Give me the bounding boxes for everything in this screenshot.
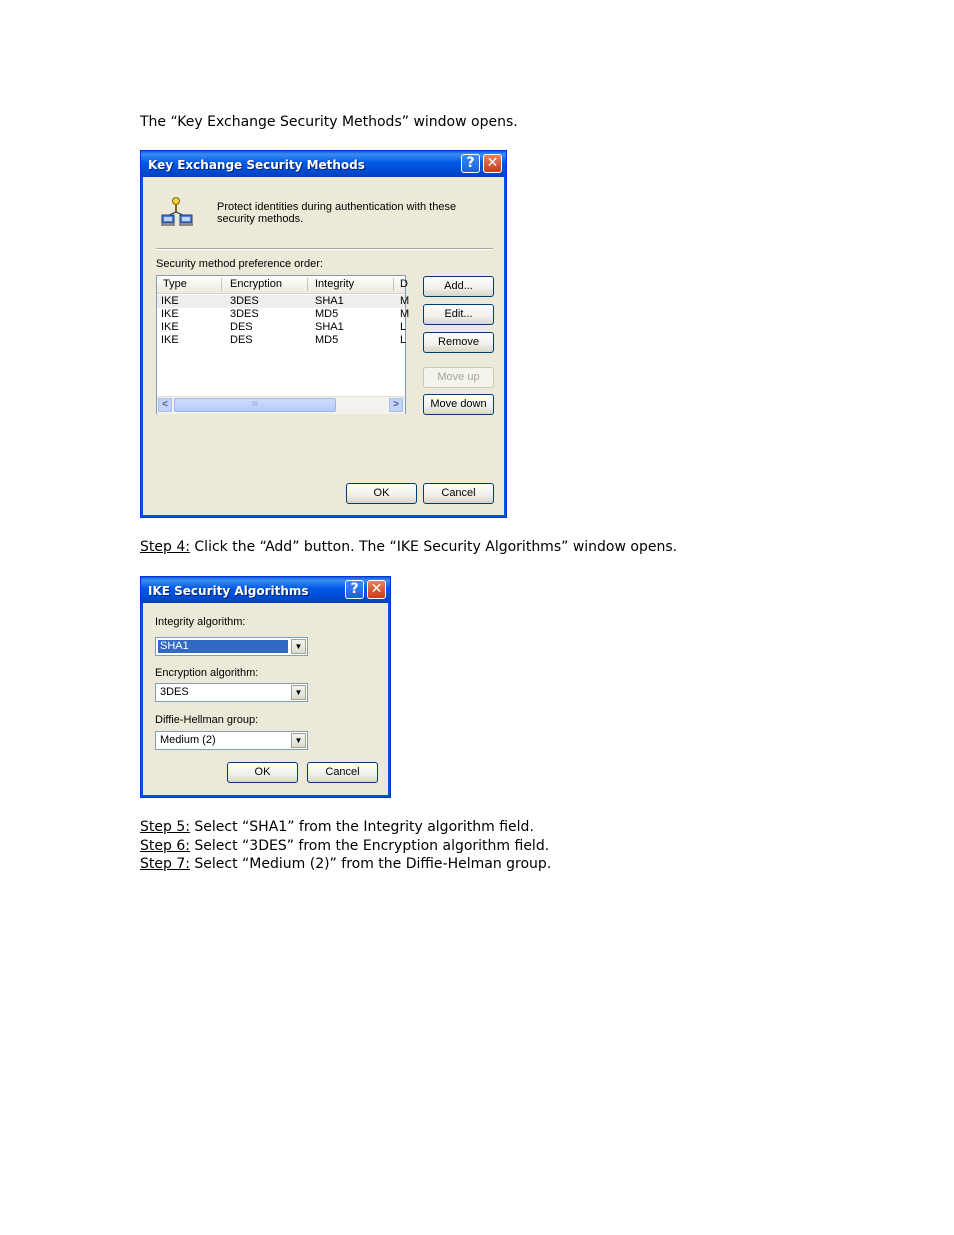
integrity-value: SHA1 xyxy=(158,640,288,653)
step-5 xyxy=(140,818,534,836)
cell-encryption: 3DES xyxy=(230,295,259,307)
cell-type: IKE xyxy=(161,334,179,346)
intro-text: The “Key Exchange Security Methods” window opens. xyxy=(140,114,518,130)
ok-button[interactable]: OK xyxy=(227,762,298,783)
dialog-description: Protect identities during authentication with these security methods. xyxy=(217,201,457,225)
step-7 xyxy=(140,855,551,873)
cell-type: IKE xyxy=(161,308,179,320)
move-up-button[interactable]: Move up xyxy=(423,367,494,388)
step-4 xyxy=(140,538,677,556)
step-5-label: Step 5: xyxy=(140,819,190,835)
horizontal-scrollbar[interactable] xyxy=(157,396,405,414)
security-methods-list[interactable] xyxy=(156,275,410,414)
column-encryption[interactable]: Encryption xyxy=(230,278,282,290)
help-icon[interactable]: ? xyxy=(461,154,480,173)
integrity-select[interactable] xyxy=(155,637,308,656)
dialog-titlebar[interactable] xyxy=(141,577,390,603)
cell-integrity: MD5 xyxy=(315,334,339,346)
close-icon[interactable]: ✕ xyxy=(483,154,502,173)
cell-encryption: DES xyxy=(230,334,253,346)
remove-button[interactable]: Remove xyxy=(423,332,494,353)
cell-integrity: SHA1 xyxy=(315,295,344,307)
help-icon[interactable]: ? xyxy=(345,580,364,599)
column-integrity[interactable]: Integrity xyxy=(315,278,355,290)
cell-type: IKE xyxy=(161,321,179,333)
scroll-thumb[interactable]: III xyxy=(174,398,336,412)
cell-type: IKE xyxy=(161,295,179,307)
ok-button[interactable]: OK xyxy=(346,483,417,504)
dh-value: Medium (2) xyxy=(160,734,216,746)
dialog-titlebar[interactable] xyxy=(141,151,506,177)
cell-dh: L xyxy=(400,334,407,346)
dh-group-select[interactable] xyxy=(155,731,308,750)
table-row[interactable] xyxy=(157,334,405,347)
step-6 xyxy=(140,837,549,855)
cell-dh: M xyxy=(400,308,410,320)
table-row[interactable] xyxy=(157,308,410,321)
step-4-text: Click the “Add” button. The “IKE Security Algorithms” window opens. xyxy=(189,539,678,555)
cell-dh: M xyxy=(400,295,410,307)
scroll-right-button[interactable]: > xyxy=(389,398,403,412)
encryption-label: Encryption algorithm: xyxy=(155,667,259,679)
list-label: Security method preference order: xyxy=(156,258,323,270)
encryption-select[interactable] xyxy=(155,683,308,702)
cancel-button[interactable]: Cancel xyxy=(423,483,494,504)
cell-dh: L xyxy=(400,321,407,333)
cell-integrity: MD5 xyxy=(315,308,339,320)
table-row[interactable] xyxy=(157,321,405,334)
scroll-left-button[interactable]: < xyxy=(158,398,172,412)
key-exchange-dialog xyxy=(140,150,507,518)
step-7-text: Select “Medium (2)” from the Diffie-Helman group. xyxy=(189,856,552,872)
list-header xyxy=(157,276,408,294)
move-down-button[interactable]: Move down xyxy=(423,394,494,415)
integrity-label: Integrity algorithm: xyxy=(155,616,246,628)
dialog-title: IKE Security Algorithms xyxy=(148,584,309,598)
add-button[interactable]: Add... xyxy=(423,276,494,297)
cancel-button[interactable]: Cancel xyxy=(307,762,378,783)
step-4-label: Step 4: xyxy=(140,539,190,555)
chevron-down-icon[interactable]: ▼ xyxy=(291,733,306,748)
column-dh[interactable]: D xyxy=(400,278,408,290)
cell-encryption: 3DES xyxy=(230,308,259,320)
chevron-down-icon[interactable]: ▼ xyxy=(291,639,306,654)
encryption-value: 3DES xyxy=(160,686,189,698)
step-7-label: Step 7: xyxy=(140,856,190,872)
chevron-down-icon[interactable]: ▼ xyxy=(291,685,306,700)
step-6-text: Select “3DES” from the Encryption algorithm field. xyxy=(189,838,550,854)
dialog-title: Key Exchange Security Methods xyxy=(148,158,365,172)
edit-button[interactable]: Edit... xyxy=(423,304,494,325)
ike-algorithms-dialog xyxy=(140,576,391,798)
column-type[interactable]: Type xyxy=(163,278,187,290)
separator xyxy=(156,248,493,250)
cell-integrity: SHA1 xyxy=(315,321,344,333)
key-exchange-icon xyxy=(161,195,195,227)
close-icon[interactable]: ✕ xyxy=(367,580,386,599)
step-6-label: Step 6: xyxy=(140,838,190,854)
table-row[interactable] xyxy=(157,295,410,308)
step-5-text: Select “SHA1” from the Integrity algorithm field. xyxy=(189,819,534,835)
cell-encryption: DES xyxy=(230,321,253,333)
dh-label: Diffie-Hellman group: xyxy=(155,714,259,726)
